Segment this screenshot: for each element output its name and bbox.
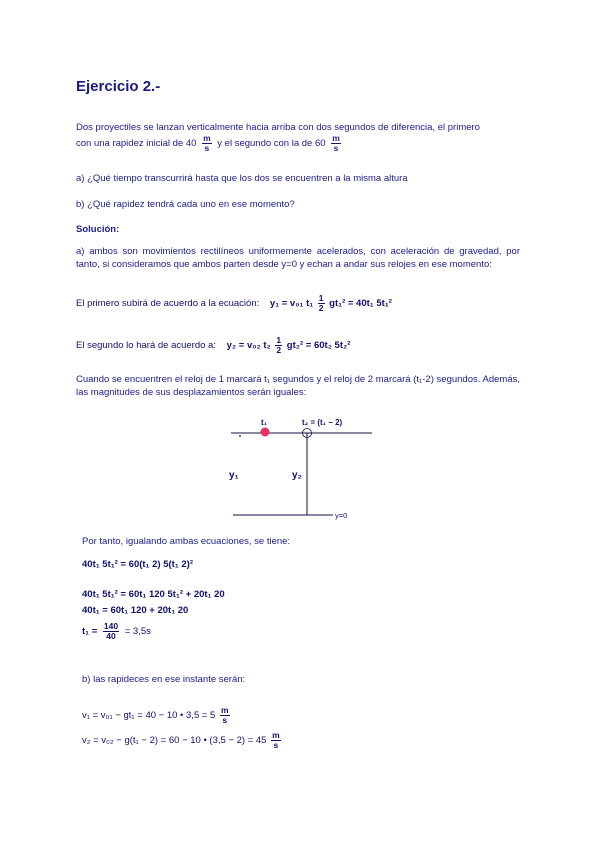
t1-result-value: = 3,5s bbox=[124, 626, 151, 638]
half-den-1: 2 bbox=[318, 303, 324, 313]
half-fraction-2 bbox=[275, 336, 282, 355]
equating-text: Por tanto, igualando ambas ecuaciones, se tiene: bbox=[82, 536, 291, 547]
displacement-diagram bbox=[225, 408, 385, 523]
t1-frac-num: 140 bbox=[103, 621, 119, 631]
solution-label: Solución: bbox=[76, 224, 120, 235]
step-2: 40t₁ 5t₁² = 60t₁ 120 5t₁² + 20t₁ 20 bbox=[82, 589, 225, 600]
speeds-text: b) las rapideces en ese instante serán: bbox=[82, 674, 246, 685]
half-fraction-1 bbox=[318, 294, 325, 313]
step-3: 40t₁ = 60t₁ 120 + 20t₁ 20 bbox=[82, 605, 189, 616]
v2-unit-den: s bbox=[273, 740, 279, 750]
v2-unit-fraction bbox=[271, 731, 281, 750]
v1-unit-den: s bbox=[222, 715, 228, 725]
question-b: b) ¿Qué rapidez tendrá cada uno en ese momento? bbox=[76, 199, 295, 210]
equation-2-intro: El segundo lo hará de acuerdo a: bbox=[76, 340, 216, 352]
equation-1-rhs: gt₁² = 40t₁ 5t₁² bbox=[329, 298, 392, 310]
intro-line-1: Dos proyectiles se lanzan verticalmente hacia arriba con dos segundos de diferencia, el primero bbox=[76, 122, 480, 133]
v2-equation bbox=[82, 731, 281, 750]
t1-result-fraction bbox=[103, 622, 119, 641]
v1-equation bbox=[82, 706, 230, 725]
half-den-2: 2 bbox=[276, 345, 282, 355]
half-num-1: 1 bbox=[318, 293, 324, 303]
y0-label: y=0 bbox=[335, 511, 348, 520]
v1-unit-fraction bbox=[220, 706, 230, 725]
equation-1 bbox=[76, 294, 392, 313]
half-num-2: 1 bbox=[276, 335, 282, 345]
origin-dot bbox=[239, 435, 241, 437]
t1-frac-den: 40 bbox=[106, 631, 116, 641]
equation-2 bbox=[76, 336, 350, 355]
intro-line-2-part-b: y el segundo con la de 60 bbox=[217, 138, 326, 150]
solution-a-paragraph: a) ambos son movimientos rectilíneos uniformemente acelerados, con aceleración de gravedad, por tanto, si consideramos que ambos parten desde y=0 y echan a andar sus relojes en ese momento: bbox=[76, 246, 520, 270]
v1-unit-num: m bbox=[220, 705, 229, 715]
equation-1-intro: El primero subirá de acuerdo a la ecuación: bbox=[76, 298, 260, 310]
equation-2-rhs: gt₂² = 60t₂ 5t₂² bbox=[286, 340, 351, 352]
t1-label: t₁ bbox=[261, 418, 267, 427]
question-a: a) ¿Qué tiempo transcurrirá hasta que los dos se encuentren a la misma altura bbox=[76, 173, 408, 184]
unit-fraction-1 bbox=[202, 134, 212, 153]
t2-label: t₂ = (t₁ − 2) bbox=[302, 418, 343, 427]
projectile-1-marker bbox=[261, 428, 270, 437]
clock-paragraph: Cuando se encuentren el reloj de 1 marcará t₁ segundos y el reloj de 2 marcará (t₁-2) segundos. Además, las magnitudes de sus desplazamientos serán iguales: bbox=[76, 374, 520, 398]
unit-num-2: m bbox=[332, 133, 340, 143]
step-1: 40t₁ 5t₁² = 60(t₁ 2) 5(t₁ 2)² bbox=[82, 559, 194, 570]
step-4 bbox=[82, 622, 151, 641]
unit-den-2: s bbox=[333, 143, 339, 153]
y1-label: y₁ bbox=[229, 470, 239, 481]
v2-unit-num: m bbox=[272, 730, 280, 740]
t1-result-lhs: t₁ = bbox=[82, 626, 98, 638]
equation-2-lhs: y₂ = v₀₂ t₂ bbox=[226, 340, 271, 352]
intro-line-2 bbox=[76, 134, 341, 153]
intro-line-2-part-a: con una rapidez inicial de 40 bbox=[76, 138, 197, 150]
unit-fraction-2 bbox=[331, 134, 341, 153]
unit-num-1: m bbox=[203, 133, 211, 143]
exercise-title: Ejercicio 2.- bbox=[76, 78, 161, 95]
unit-den-1: s bbox=[204, 143, 210, 153]
v1-equation-text: v₁ = v₀₁ − gt₁ = 40 − 10 • 3,5 = 5 bbox=[82, 710, 216, 722]
y2-label: y₂ bbox=[292, 470, 303, 481]
equation-1-lhs: y₁ = v₀₁ t₁ bbox=[269, 298, 314, 310]
v2-equation-text: v₂ = v₀₂ − g(t₁ − 2) = 60 − 10 • (3,5 − 2) = 45 bbox=[82, 735, 267, 747]
